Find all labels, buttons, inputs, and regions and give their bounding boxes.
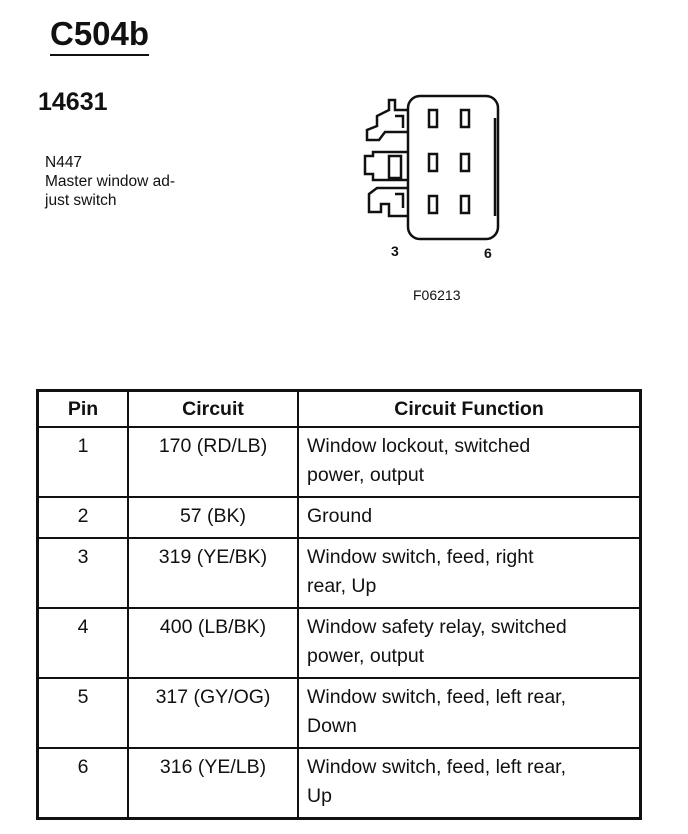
part-number: 14631 [38, 88, 108, 116]
function-line: power, output [307, 645, 425, 667]
table-row [38, 608, 641, 678]
function-line: Up [307, 785, 332, 807]
function-cell [298, 678, 641, 748]
pin-circuit-table [36, 389, 642, 820]
pin-6-label: 6 [484, 245, 492, 261]
table-row [38, 678, 641, 748]
circuit-cell: 319 (YE/BK) [128, 538, 298, 608]
table-row [38, 748, 641, 819]
circuit-cell: 170 (RD/LB) [128, 427, 298, 497]
function-line: Ground [307, 505, 373, 527]
circuit-cell: 57 (BK) [128, 497, 298, 538]
pin-cell: 1 [38, 427, 129, 497]
function-line: Window switch, feed, right [307, 546, 534, 568]
component-description [45, 153, 175, 210]
function-line: Window lockout, switched [307, 435, 531, 457]
function-cell [298, 748, 641, 819]
pin-cell: 2 [38, 497, 129, 538]
figure-id: F06213 [413, 287, 461, 303]
connector-face-diagram [355, 88, 515, 248]
circuit-cell: 400 (LB/BK) [128, 608, 298, 678]
header-circuit-function: Circuit Function [298, 391, 641, 428]
circuit-cell: 317 (GY/OG) [128, 678, 298, 748]
connector-title: C504b [50, 16, 149, 56]
circuit-cell: 316 (YE/LB) [128, 748, 298, 819]
table-row [38, 497, 641, 538]
table-header-row [38, 391, 641, 428]
function-line: Down [307, 715, 357, 737]
pin-cell: 3 [38, 538, 129, 608]
description-line: N447 [45, 154, 83, 171]
function-line: Window switch, feed, left rear, [307, 686, 567, 708]
pin-cell: 5 [38, 678, 129, 748]
pin-cell: 6 [38, 748, 129, 819]
table-row [38, 427, 641, 497]
description-line: Master window ad- [45, 173, 176, 190]
table-row [38, 538, 641, 608]
function-cell [298, 427, 641, 497]
pin-3-label: 3 [391, 243, 399, 259]
function-line: Window safety relay, switched [307, 616, 567, 638]
header-circuit: Circuit [128, 391, 298, 428]
function-cell [298, 497, 641, 538]
function-line: power, output [307, 464, 425, 486]
pin-cell: 4 [38, 608, 129, 678]
table-body [38, 427, 641, 819]
function-line: Window switch, feed, left rear, [307, 756, 567, 778]
function-cell [298, 538, 641, 608]
function-line: rear, Up [307, 575, 377, 597]
description-line: just switch [45, 192, 117, 209]
function-cell [298, 608, 641, 678]
header-pin: Pin [38, 391, 129, 428]
